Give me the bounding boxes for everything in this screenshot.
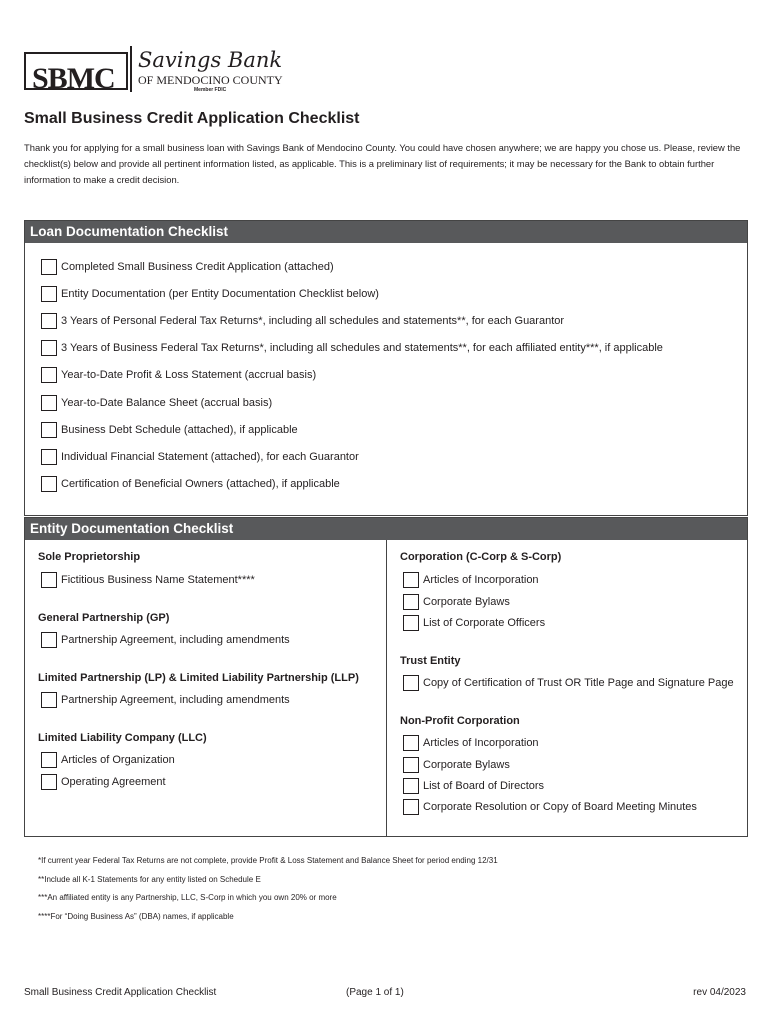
checklist-item-label: List of Corporate Officers [423, 617, 546, 629]
checklist-item-label: 3 Years of Personal Federal Tax Returns*, including all schedules and statements**, for each Guarantor [61, 314, 565, 327]
checkbox[interactable] [403, 778, 419, 794]
footer-page-number: (Page 1 of 1) [346, 987, 404, 998]
checkbox[interactable] [41, 313, 57, 329]
logo-member-fdic: Member FDIC [194, 87, 227, 93]
checkbox[interactable] [41, 340, 57, 356]
checklist-item-label: Articles of Incorporation [423, 737, 539, 749]
logo-bank-name: Savings Bank [138, 48, 283, 72]
checklist-item-label: Year-to-Date Balance Sheet (accrual basis) [61, 396, 273, 409]
intro-paragraph: Thank you for applying for a small business loan with Savings Bank of Mendocino County. You could have chosen anywhere; we are happy you chose us. Please, review the checklist(s) below and provide all pertinent information listed, as applicable. This is a preliminary list of requirements; it may be necessary for the Bank to obtain further information to make a credit decision. [24, 142, 741, 185]
checkbox[interactable] [403, 615, 419, 631]
checkbox[interactable] [41, 259, 57, 275]
checkbox[interactable] [41, 632, 57, 648]
loan-checklist [25, 243, 747, 498]
logo-divider [130, 46, 132, 92]
checklist-item-label: Certification of Beneficial Owners (attached), if applicable [61, 478, 340, 491]
footnote: ****For “Doing Business As” (DBA) names, if applicable [38, 911, 234, 921]
checklist-item[interactable] [41, 750, 175, 770]
limited-partnership-heading: Limited Partnership (LP) & Limited Liability Partnership (LLP) [38, 672, 359, 684]
checkbox[interactable] [403, 799, 419, 815]
checklist-item-label: Articles of Incorporation [423, 574, 539, 586]
checklist-item-label: Partnership Agreement, including amendments [61, 634, 290, 646]
checklist-item[interactable] [403, 797, 697, 817]
trust-entity-heading: Trust Entity [400, 655, 461, 667]
checklist-item-label: Entity Documentation (per Entity Documentation Checklist below) [61, 287, 379, 300]
checklist-item[interactable] [41, 570, 255, 590]
checklist-item-label: Year-to-Date Profit & Loss Statement (accrual basis) [61, 369, 317, 382]
checkbox[interactable] [41, 449, 57, 465]
checklist-item[interactable] [403, 755, 510, 775]
bank-logo [24, 46, 294, 96]
checkbox[interactable] [41, 774, 57, 790]
checklist-item[interactable] [41, 690, 290, 710]
checklist-item[interactable] [403, 570, 539, 590]
checklist-item[interactable] [41, 416, 747, 443]
loan-documentation-panel [24, 220, 748, 516]
checklist-item[interactable] [41, 307, 747, 334]
column-divider [386, 540, 387, 836]
checklist-item-label: Articles of Organization [61, 754, 175, 766]
entity-documentation-body [25, 540, 747, 836]
checklist-item[interactable] [403, 673, 734, 693]
footnotes [38, 855, 498, 929]
checklist-item-label: Partnership Agreement, including amendments [61, 694, 290, 706]
logo-county: OF MENDOCINO COUNTY [138, 73, 283, 87]
checklist-item[interactable] [403, 733, 539, 753]
checklist-item[interactable] [403, 613, 545, 633]
checkbox[interactable] [403, 572, 419, 588]
checklist-item[interactable] [41, 389, 747, 416]
checkbox[interactable] [41, 752, 57, 768]
sole-proprietorship-heading: Sole Proprietorship [38, 551, 141, 563]
checklist-item-label: 3 Years of Business Federal Tax Returns*, including all schedules and statements**, for each affiliated entity***, if applicable [61, 342, 663, 355]
checklist-item-label: Corporate Bylaws [423, 759, 510, 771]
checklist-item[interactable] [41, 280, 747, 307]
checklist-item[interactable] [41, 253, 747, 280]
checklist-item-label: Business Debt Schedule (attached), if applicable [61, 423, 298, 436]
page-title: Small Business Credit Application Checklist [24, 110, 360, 127]
checklist-item-label: Completed Small Business Credit Application (attached) [61, 260, 334, 273]
checklist-item-label: Fictitious Business Name Statement**** [61, 574, 255, 586]
footer-document-title: Small Business Credit Application Checklist [24, 987, 217, 998]
checkbox[interactable] [41, 367, 57, 383]
checklist-item[interactable] [41, 362, 747, 389]
page-footer [24, 987, 746, 1001]
non-profit-heading: Non-Profit Corporation [400, 715, 520, 727]
checklist-item[interactable] [41, 335, 747, 362]
checkbox[interactable] [403, 594, 419, 610]
footer-revision: rev 04/2023 [693, 987, 746, 998]
logo-monogram: SBMC [32, 62, 115, 95]
checklist-item[interactable] [41, 630, 290, 650]
corporation-heading: Corporation (C-Corp & S-Corp) [400, 551, 562, 563]
llc-heading: Limited Liability Company (LLC) [38, 732, 207, 744]
footnote: *If current year Federal Tax Returns are not complete, provide Profit & Loss Statement and Balance Sheet for period ending 12/31 [38, 856, 498, 865]
footnote: **Include all K-1 Statements for any entity listed on Schedule E [38, 874, 261, 884]
checklist-item-label: Operating Agreement [61, 776, 166, 788]
checkbox[interactable] [403, 757, 419, 773]
entity-documentation-heading: Entity Documentation Checklist [25, 518, 747, 540]
checkbox[interactable] [41, 692, 57, 708]
general-partnership-heading: General Partnership (GP) [38, 612, 170, 624]
checkbox[interactable] [41, 476, 57, 492]
entity-documentation-panel [24, 517, 748, 837]
checklist-item[interactable] [41, 471, 747, 498]
checklist-item-label: Copy of Certification of Trust OR Title Page and Signature Page [423, 677, 734, 689]
checklist-item[interactable] [41, 772, 166, 792]
checkbox[interactable] [403, 735, 419, 751]
checkbox[interactable] [403, 675, 419, 691]
checklist-item-label: Corporate Resolution or Copy of Board Meeting Minutes [423, 801, 697, 813]
checklist-item-label: List of Board of Directors [423, 780, 545, 792]
footnote: ***An affiliated entity is any Partnership, LLC, S-Corp in which you own 20% or more [38, 893, 337, 902]
checkbox[interactable] [41, 286, 57, 302]
checkbox[interactable] [41, 422, 57, 438]
checklist-item-label: Individual Financial Statement (attached), for each Guarantor [61, 450, 359, 463]
checklist-item[interactable] [403, 592, 510, 612]
checklist-item-label: Corporate Bylaws [423, 596, 510, 608]
checklist-item[interactable] [403, 776, 544, 796]
checkbox[interactable] [41, 395, 57, 411]
checkbox[interactable] [41, 572, 57, 588]
checklist-item[interactable] [41, 443, 747, 470]
loan-documentation-heading: Loan Documentation Checklist [25, 221, 747, 243]
logo-monogram-box [24, 52, 128, 95]
